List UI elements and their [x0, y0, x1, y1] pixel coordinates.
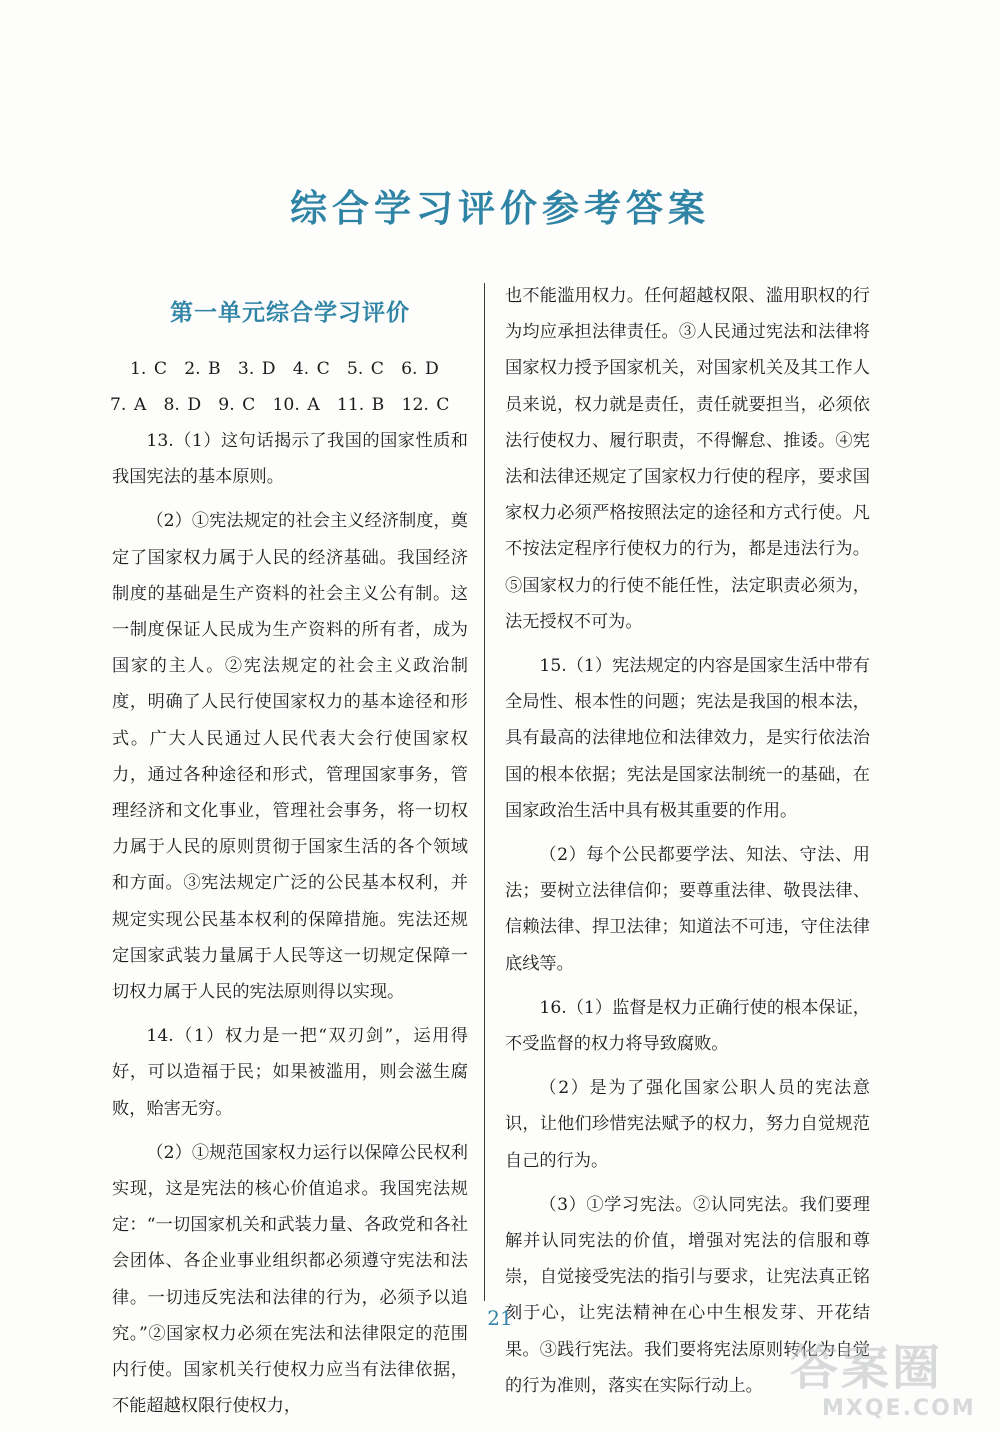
section-title: 第一单元综合学习评价: [170, 300, 410, 326]
answer-paragraph: （2）①规范国家权力运行以保障公民权利实现，这是宪法的核心价值追求。我国宪法规定：“一切国家机关和武装力量、各政党和各社会团体、各企业事业组织都必须遵守宪法和法律。一切违反宪法和法律的行为，必须予以追究。”②国家权力必须在宪法和法律限定的范围内行使。国家机关行使权力应当有法律依据，不能超越权限行使权力，: [112, 1142, 468, 1417]
answer-paragraph: （2）是为了强化国家公职人员的宪法意识，让他们珍惜宪法赋予的权力，努力自觉规范自己的行为。: [505, 1078, 870, 1171]
page-number: 21: [487, 1306, 513, 1330]
page-title: 综合学习评价参考答案: [290, 187, 710, 230]
left-column: [112, 283, 468, 1432]
mc-answers-line-1: 1. C 2. B 3. D 4. C 5. C 6. D: [130, 359, 439, 379]
column-divider: [484, 283, 485, 1301]
answer-paragraph-continued: 也不能滥用权力。任何超越权限、滥用职权的行为均应承担法律责任。③人民通过宪法和法律将国家权力授予国家机关，对国家机关及其工作人员来说，权力就是责任，责任就要担当，必须依法行使权力、履行职责，不得懈怠、推诿。④宪法和法律还规定了国家权力行使的程序，要求国家权力必须严格按照法定的途径和方式行使。凡不按法定程序行使权力的行为，都是违法行为。⑤国家权力的行使不能任性，法定职责必须为，法无授权不可为。: [505, 286, 870, 632]
answer-paragraph: 14.（1）权力是一把“双刃剑”，运用得好，可以造福于民；如果被滥用，则会滋生腐败，贻害无穷。: [112, 1026, 468, 1119]
answer-paragraph: 15.（1）宪法规定的内容是国家生活中带有全局性、根本性的问题；宪法是我国的根本法，具有最高的法律地位和法律效力，是实行依法治国的根本依据；宪法是国家法制统一的基础，在国家政治生活中具有极其重要的作用。: [505, 656, 870, 821]
answer-paragraph: （2）①宪法规定的社会主义经济制度，奠定了国家权力属于人民的经济基础。我国经济制度的基础是生产资料的社会主义公有制。这一制度保证人民成为生产资料的所有者，成为国家的主人。②宪法规定的社会主义政治制度，明确了人民行使国家权力的基本途径和形式。广大人民通过人民代表大会行使国家权力，通过各种途径和形式，管理国家事务，管理经济和文化事业，管理社会事务，将一切权力属于人民的原则贯彻于国家生活的各个领域和方面。③宪法规定广泛的公民基本权利，并规定实现公民基本权利的保障措施。宪法还规定国家武装力量属于人民等这一切规定保障一切权力属于人民的宪法原则得以实现。: [112, 511, 468, 1003]
answer-paragraph: 13.（1）这句话揭示了我国的国家性质和我国宪法的基本原则。: [112, 431, 468, 488]
watermark-logo: [790, 1340, 995, 1430]
watermark-glyphs: 答案圈: [790, 1340, 944, 1396]
answer-paragraph: （2）每个公民都要学法、知法、守法、用法；要树立法律信仰；要尊重法律、敬畏法律、信赖法律、捍卫法律；知道法不可违，守住法律底线等。: [505, 845, 870, 974]
answer-paragraph: 16.（1）监督是权力正确行使的根本保证，不受监督的权力将导致腐败。: [505, 997, 870, 1055]
right-column: [505, 278, 870, 1412]
mc-answers-line-2: 7. A 8. D 9. C 10. A 11. B 12. C: [110, 395, 450, 415]
watermark-site: MXQE.COM: [822, 1396, 976, 1421]
answer-paragraph: （3）①学习宪法。②认同宪法。我们要理解并认同宪法的价值，增强对宪法的信服和尊崇，自觉接受宪法的指引与要求，让宪法真正铭刻于心，让宪法精神在心中生根发芽、开花结果。③践行宪法。我们要将宪法原则转化为自觉的行为准则，落实在实际行动上。: [505, 1194, 870, 1396]
